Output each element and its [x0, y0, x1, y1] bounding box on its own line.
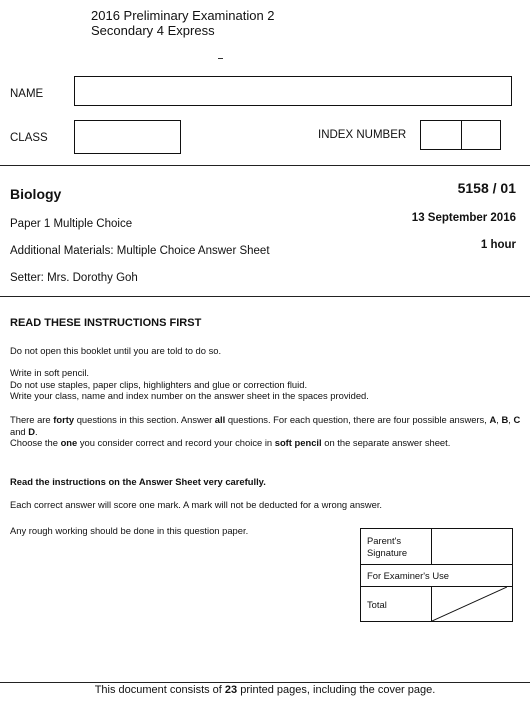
instruction-marking: Each correct answer will score one mark. A mark will not be deducted for a wrong answer. — [10, 499, 383, 510]
total-score-field[interactable] — [432, 587, 513, 622]
divider-bottom — [0, 682, 530, 683]
index-digit-divider — [461, 121, 462, 149]
scan-speck — [218, 58, 223, 59]
exam-level: Secondary 4 Express — [91, 23, 215, 38]
instructions-heading: READ THESE INSTRUCTIONS FIRST — [10, 317, 202, 329]
paper-code: 5158 / 01 — [457, 180, 516, 196]
diagonal-slash — [432, 587, 507, 621]
instruction-line: Write your class, name and index number on the answer sheet in the spaces provided. — [10, 390, 369, 402]
subject-title: Biology — [10, 186, 62, 202]
additional-materials: Additional Materials: Multiple Choice Answer Sheet — [10, 245, 270, 257]
instruction-questions: There are forty questions in this section. Answer all questions. For each question, there are four possible answers, A, B, C and D. — [10, 414, 521, 437]
index-number-label: INDEX NUMBER — [318, 129, 407, 141]
instruction-rough-working: Any rough working should be done in this question paper. — [10, 525, 249, 536]
examiners-use-label: For Examiner's Use — [361, 565, 513, 587]
instruction-do-not-open: Do not open this booklet until you are told to do so. — [10, 345, 222, 356]
paper-title: Paper 1 Multiple Choice — [10, 218, 133, 230]
instruction-choose: Choose the one you consider correct and record your choice in soft pencil on the separate answer sheet. — [10, 437, 451, 449]
setter-name: Setter: Mrs. Dorothy Goh — [10, 272, 138, 284]
parents-signature-label: Parent's Signature — [361, 529, 432, 565]
name-label: NAME — [10, 88, 44, 100]
name-field[interactable] — [74, 76, 512, 106]
instruction-line: Write in soft pencil. — [10, 367, 90, 378]
class-label: CLASS — [10, 132, 48, 144]
class-field[interactable] — [74, 120, 181, 154]
instruction-materials — [10, 367, 520, 402]
exam-date: 13 September 2016 — [411, 212, 516, 224]
exam-title — [91, 8, 275, 38]
divider-top — [0, 165, 530, 166]
exam-name: 2016 Preliminary Examination 2 — [91, 8, 275, 23]
page-count-note: This document consists of 23 printed pages, including the cover page. — [94, 684, 436, 696]
instruction-answering — [10, 414, 526, 449]
index-number-field[interactable] — [420, 120, 501, 150]
instruction-line: Do not use staples, paper clips, highlighters and glue or correction fluid. — [10, 378, 308, 390]
parents-signature-field[interactable] — [432, 529, 513, 565]
exam-duration: 1 hour — [480, 239, 516, 251]
divider-middle — [0, 296, 530, 297]
signature-table — [360, 528, 513, 622]
total-label: Total — [361, 587, 432, 622]
instruction-answer-sheet: Read the instructions on the Answer Sheet very carefully. — [10, 476, 266, 487]
